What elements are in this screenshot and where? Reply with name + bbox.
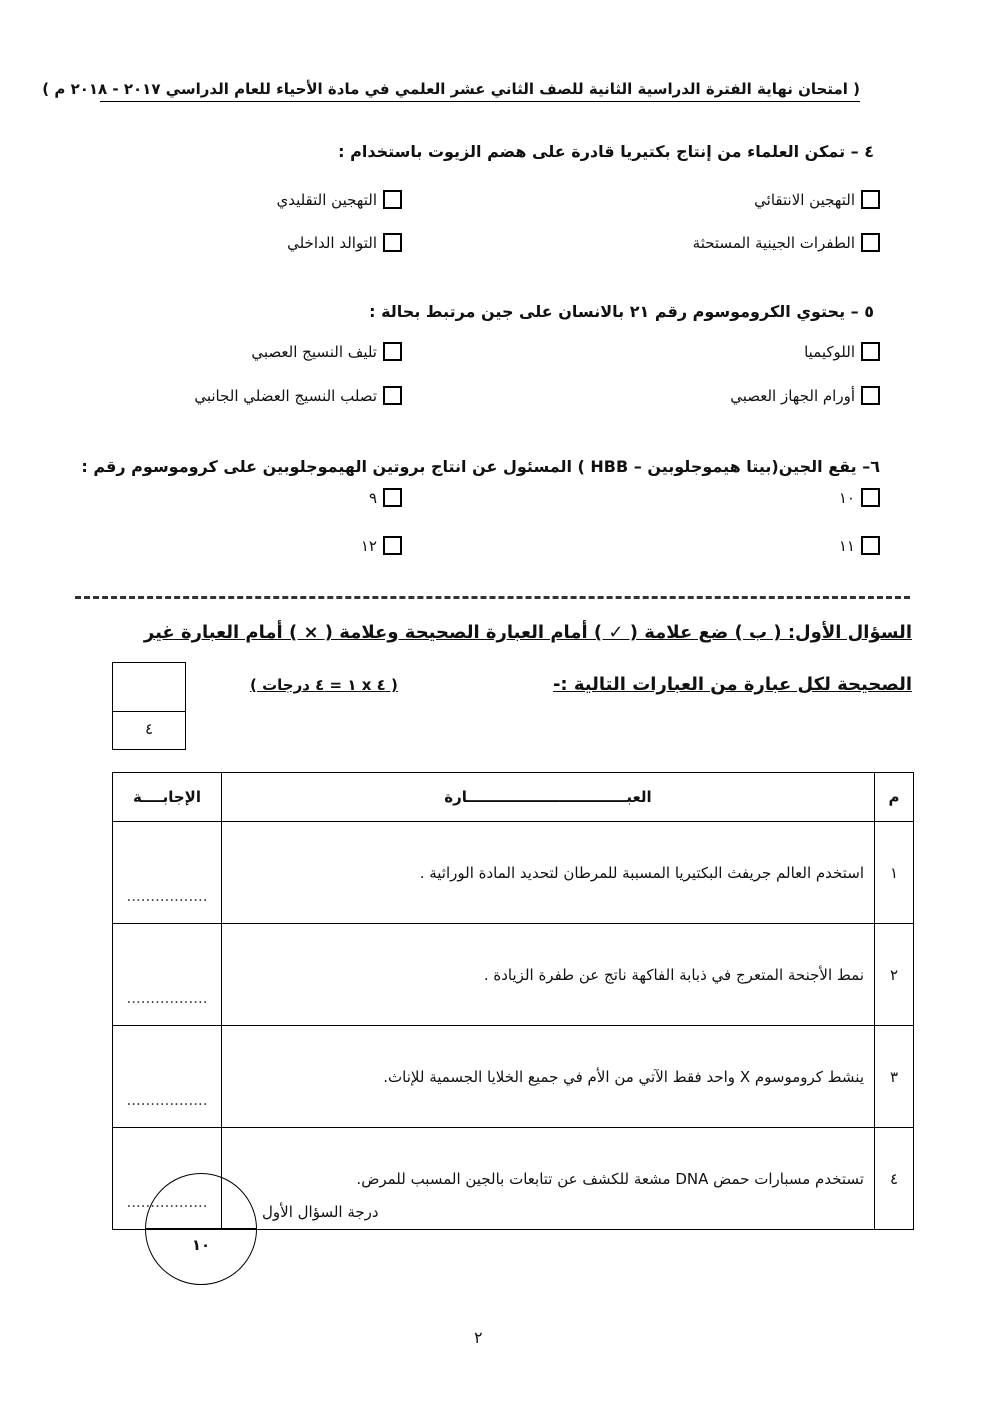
table-row (113, 822, 914, 924)
section-title: السؤال الأول: ( ب ) ضع علامة ( ✓ ) أمام العبارة الصحيحة وعلامة ( × ) أمام العبارة غير (143, 622, 912, 643)
col-answer: الإجابــــة (113, 773, 222, 822)
option-label: التهجين الانتقائي (754, 190, 855, 209)
question-score-label: درجة السؤال الأول (262, 1203, 379, 1221)
answer-field[interactable]: ................. (113, 1026, 222, 1128)
exam-header: ( امتحان نهاية الفترة الدراسية الثانية للصف الثاني عشر العلمي في مادة الأحياء للعام الدراسي ٢٠١٧ - ٢٠١٨ م ) (100, 80, 860, 102)
row-number: ٣ (875, 1026, 914, 1128)
checkbox[interactable] (861, 342, 880, 361)
option-label: التهجين التقليدي (276, 190, 377, 209)
score-total: ٤ (144, 720, 154, 738)
table-row (113, 924, 914, 1026)
col-number: م (875, 773, 914, 822)
score-circle (145, 1173, 257, 1285)
option[interactable] (287, 233, 402, 252)
page-number: ٢ (474, 1328, 483, 1347)
option[interactable] (693, 233, 880, 252)
score-input[interactable] (113, 663, 185, 712)
question-5: ٥ – يحتوي الكروموسوم رقم ٢١ بالانسان على جين مرتبط بحالة : (369, 302, 874, 321)
row-number: ١ (875, 822, 914, 924)
score-total-circle: ١٠ (191, 1236, 211, 1254)
option-label: أورام الجهاز العصبي (730, 386, 855, 405)
answer-field[interactable]: ................. (113, 1128, 222, 1230)
option-label: تليف النسيج العصبي (251, 342, 377, 361)
row-statement: استخدم العالم جريفث البكتيريا المسببة للمرطان لتحديد المادة الوراثية . (222, 822, 875, 924)
col-statement: العبـــــــــــــــــــــــــــــــارة (222, 773, 875, 822)
statements-table (112, 772, 914, 1230)
checkbox[interactable] (383, 342, 402, 361)
checkbox[interactable] (861, 536, 880, 555)
option-label: ٩ (368, 488, 377, 507)
table-header (113, 773, 914, 822)
option[interactable] (361, 536, 402, 555)
option[interactable] (754, 190, 880, 209)
checkbox[interactable] (861, 386, 880, 405)
option-label: التوالد الداخلي (287, 233, 377, 252)
option-label: ١١ (838, 536, 855, 555)
checkbox[interactable] (383, 190, 402, 209)
question-4: ٤ – تمكن العلماء من إنتاج بكتيريا قادرة على هضم الزيوت باستخدام : (338, 142, 874, 161)
table-row (113, 1026, 914, 1128)
row-statement: تستخدم مسبارات حمض DNA مشعة للكشف عن تتابعات بالجين المسبب للمرض. (222, 1128, 875, 1230)
answer-field[interactable]: ................. (113, 924, 222, 1026)
row-number: ٢ (875, 924, 914, 1026)
marks-note: ( ٤ x ١ = ٤ درجات ) (250, 676, 398, 694)
option[interactable] (251, 342, 402, 361)
divider (75, 596, 910, 599)
question-6: ٦– يقع الجين(بيتا هيموجلوبين – HBB ) المسئول عن انتاج بروتين الهيموجلوبين على كروموسوم رقم : (81, 457, 880, 476)
option-label: ١٠ (838, 488, 855, 507)
option-label: تصلب النسيج العضلي الجانبي (194, 386, 377, 405)
checkbox[interactable] (383, 233, 402, 252)
checkbox[interactable] (861, 190, 880, 209)
row-number: ٤ (875, 1128, 914, 1230)
option-label: ١٢ (360, 536, 377, 555)
option[interactable] (276, 190, 402, 209)
circle-divider (146, 1228, 256, 1229)
option[interactable] (730, 386, 880, 405)
score-box (112, 662, 186, 750)
option[interactable] (369, 488, 402, 507)
option[interactable] (194, 386, 402, 405)
option[interactable] (804, 342, 880, 361)
option-label: اللوكيميا (804, 342, 855, 361)
checkbox[interactable] (383, 386, 402, 405)
checkbox[interactable] (861, 488, 880, 507)
checkbox[interactable] (383, 488, 402, 507)
option[interactable] (839, 536, 880, 555)
row-statement: نمط الأجنحة المتعرج في ذبابة الفاكهة ناتج عن طفرة الزيادة . (222, 924, 875, 1026)
option[interactable] (839, 488, 880, 507)
row-statement: ينشط كروموسوم X واحد فقط الآتي من الأم في جميع الخلايا الجسمية للإناث. (222, 1026, 875, 1128)
answer-field[interactable]: ................. (113, 822, 222, 924)
checkbox[interactable] (861, 233, 880, 252)
section-subtitle: الصحيحة لكل عبارة من العبارات التالية :- (552, 674, 912, 695)
checkbox[interactable] (383, 536, 402, 555)
option-label: الطفرات الجينية المستحثة (692, 233, 855, 252)
